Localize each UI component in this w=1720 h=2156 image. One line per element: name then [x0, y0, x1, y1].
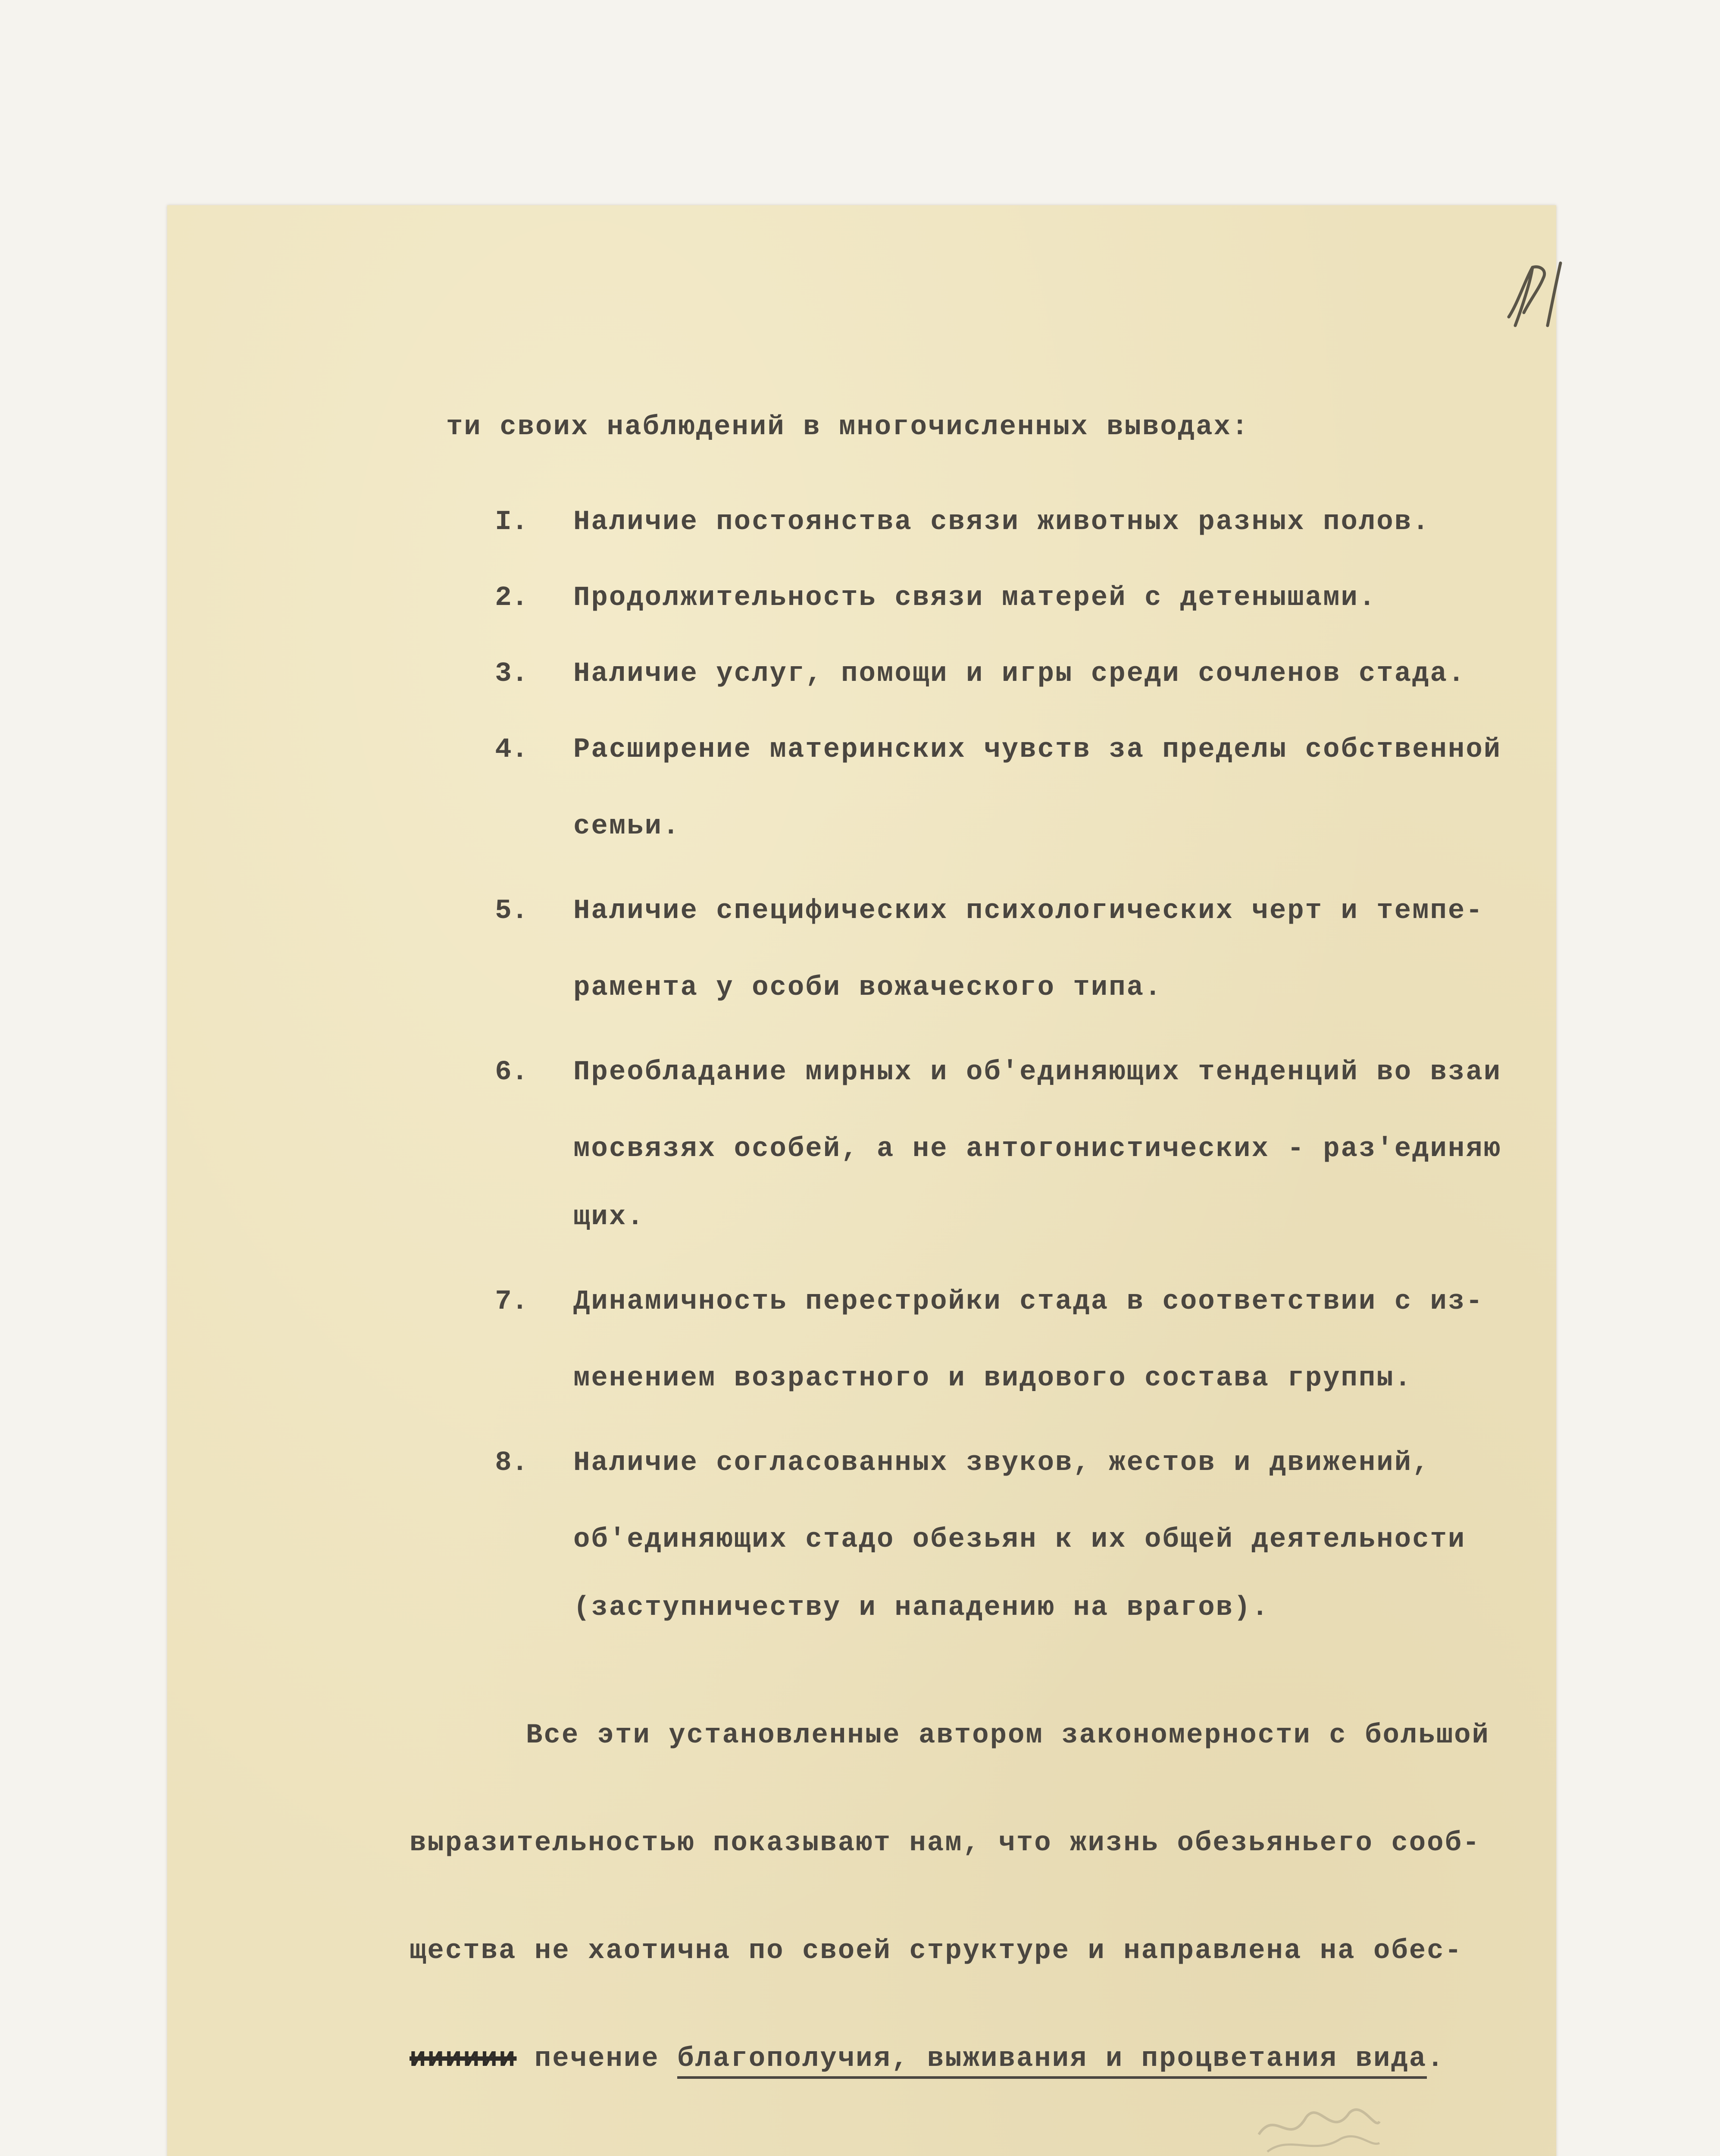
list-item-text: Преобладание мирных и об'единяющих тенденций во взаи [573, 1057, 1502, 1088]
list-item-number: 5. [495, 896, 528, 927]
list-item-text: Динамичность перестройки стада в соответствии с из- [573, 1286, 1484, 1317]
list-item-text: Наличие постоянства связи животных разных полов. [573, 507, 1430, 538]
paragraph-line: выразительностью показывают нам, что жизнь обезьяньего сооб- [410, 1828, 1481, 1859]
list-item-text: Наличие услуг, помощи и игры среди сочленов стада. [573, 658, 1466, 689]
plain-text: печение [516, 2043, 678, 2075]
line-end: . [1427, 2043, 1445, 2075]
paragraph-line: щества не хаотична по своей структуре и направлена на обес- [410, 1936, 1463, 1967]
list-item-text: мосвязях особей, а не антогонистических - раз'единяю [573, 1134, 1502, 1165]
list-item-number: 7. [495, 1286, 528, 1317]
list-item-text: менением возрастного и видового состава группы. [573, 1363, 1413, 1394]
list-item-number: 6. [495, 1057, 528, 1088]
list-item-text: Продолжительность связи матерей с детенышами. [573, 583, 1377, 614]
handwritten-folio-number [1492, 252, 1578, 338]
list-item-number: 8. [495, 1448, 528, 1479]
underlined-text: благополучия, выживания и процветания вида [677, 2043, 1427, 2079]
list-item-text: щих. [573, 1202, 645, 1233]
intro-line: ти своих наблюдений в многочисленных выводах: [446, 412, 1250, 443]
list-item-text: об'единяющих стадо обезьян к их общей деятельности [573, 1524, 1466, 1555]
paragraph-line: Все эти установленные автором закономерности с большой [526, 1720, 1490, 1751]
list-item-text: Наличие согласованных звуков, жестов и движений, [573, 1448, 1430, 1479]
list-item-text: рамента у особи вожаческого типа. [573, 972, 1163, 1003]
list-item-number: 2. [495, 583, 528, 614]
list-item-text: Расширение материнских чувств за пределы собственной [573, 734, 1502, 765]
list-item-text: (заступничеству и нападению на врагов). [573, 1592, 1270, 1623]
paragraph-last-line [410, 2043, 1445, 2075]
list-item-number: 4. [495, 734, 528, 765]
stamp-smudge [1250, 2083, 1388, 2156]
struck-out-text: ииииии [410, 2043, 517, 2075]
list-item-text: семьи. [573, 811, 681, 842]
document-sheet [167, 205, 1556, 2156]
list-item-text: Наличие специфических психологических черт и темпе- [573, 896, 1484, 927]
list-item-number: I. [495, 507, 528, 538]
list-item-number: 3. [495, 658, 528, 689]
